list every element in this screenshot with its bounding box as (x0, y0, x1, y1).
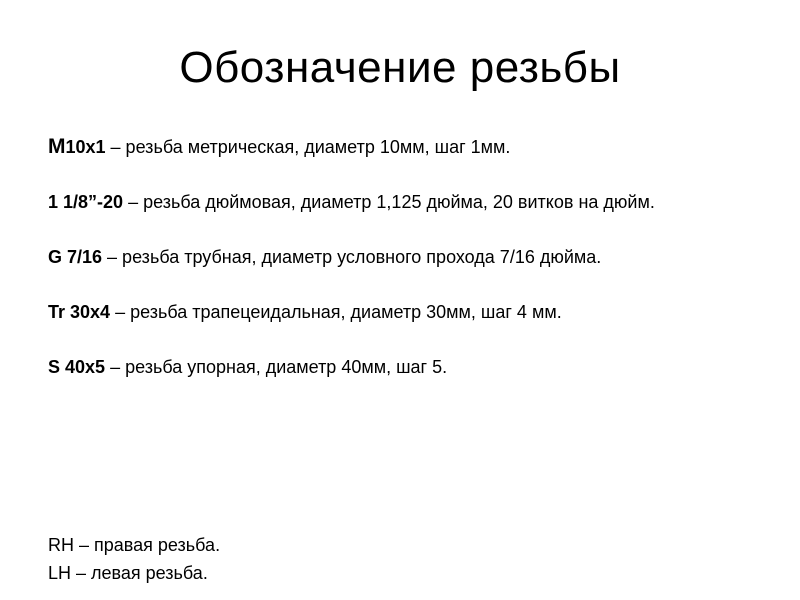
thread-description: – резьба трапецеидальная, диаметр 30мм, шаг 4 мм. (110, 302, 562, 322)
thread-description: – резьба трубная, диаметр условного прохода 7/16 дюйма. (102, 247, 602, 267)
list-item-pipe (48, 244, 748, 270)
thread-code-lead: М (48, 135, 66, 158)
slide-title: Обозначение резьбы (179, 43, 621, 92)
thread-code: S 40x5 (48, 357, 106, 377)
thread-description: – резьба упорная, диаметр 40мм, шаг 5. (105, 357, 448, 377)
note-right-hand: RH – правая резьба. (48, 535, 221, 555)
thread-code: 1 1/8”-20 (48, 192, 124, 212)
list-item-buttress (48, 354, 748, 380)
thread-description: – резьба дюймовая, диаметр 1,125 дюйма, 20 витков на дюйм. (123, 192, 655, 212)
note-left-hand: LH – левая резьба. (48, 563, 208, 583)
list-item-metric (48, 134, 748, 160)
thread-code: Tr 30x4 (48, 302, 111, 322)
list-item-trapezoidal (48, 299, 748, 325)
thread-designation-list (48, 134, 748, 409)
hand-notes (48, 531, 748, 587)
thread-description: – резьба метрическая, диаметр 10мм, шаг 1мм. (105, 137, 511, 157)
thread-code (48, 137, 106, 157)
thread-code: G 7/16 (48, 247, 103, 267)
thread-code-rest: 10x1 (65, 137, 106, 157)
list-item-inch (48, 189, 748, 215)
